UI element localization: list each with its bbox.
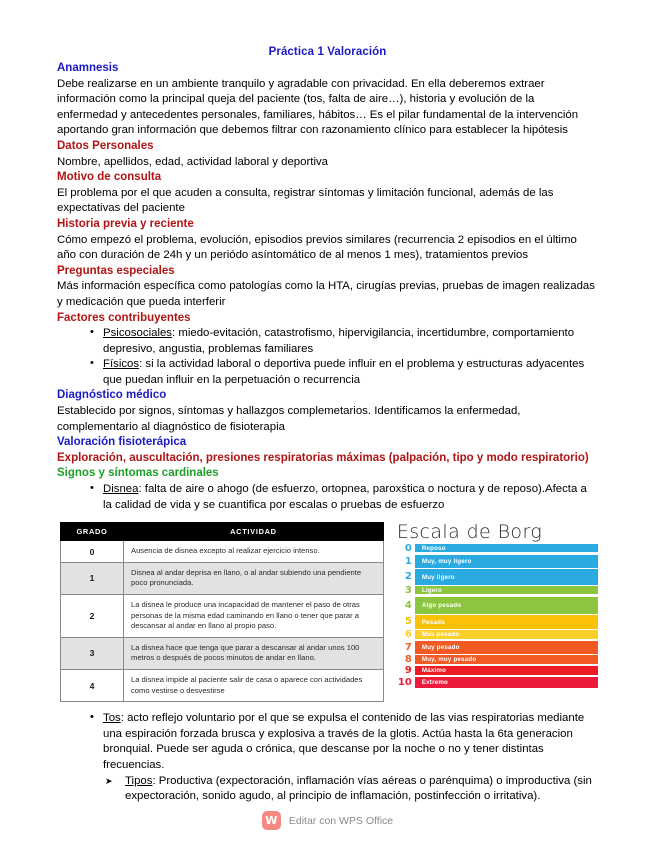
heading-diagnostico-medico: Diagnóstico médico [57,389,167,402]
borg-scale-number: 6 [404,629,412,641]
paragraph-anamnesis: Debe realizarse en un ambiente tranquilo y agradable con privacidad. En ella deberemos extraer información como la principal queja del paciente (tos, falta de aire…), historia y evolución de la enfermedad y antecedentes personales, familiares, hábitos… Es el pilar fundamental de la intervención aportando gran información que debemos filtrar con razonamiento clínico para establecer la hipótesis [57,77,579,137]
sub-list-item-tipos [103,774,598,805]
mrc-dyspnea-table [60,522,384,702]
table-row [61,541,384,563]
borg-scale-bar: Pesado [415,615,598,629]
heading-anamnesis: Anamnesis [57,62,119,74]
borg-scale-number: 5 [404,616,412,628]
borg-scale-number: 8 [404,654,412,666]
borg-scale-bar: Ligero [415,586,598,594]
paragraph-diagnostico-medico: Establecido por signos, síntomas y hallazgos complemetarios. Identificamos la enfermedad, complementario al diagnóstico de fisioterapia [57,405,521,433]
borg-scale-bar: Más pesado [415,630,598,639]
cell-grado: 1 [61,562,124,594]
borg-scale-row [397,630,598,640]
borg-scale-number: 2 [404,571,412,583]
list-item-term: Físicos [103,358,140,371]
list-item-text: : miedo-evitación, catastrofismo, hipervigilancia, incertidumbre, comportamiento depresivo, angustia, problemas familiares [103,327,575,355]
heading-exploracion: Exploración, auscultación, presiones respiratorias máximas (palpación, tipo y modo respiratorio) [57,451,589,464]
heading-historia-previa: Historia previa y reciente [57,217,194,230]
heading-preguntas-especiales: Preguntas especiales [57,264,175,277]
sub-list-item-text: : Productiva (expectoración, inflamación vías aéreas o parénquima) o improductiva (sin expectoración, sonido agudo, al principio de inflamación, postinfección o irritativa). [125,774,592,803]
borg-scale-title: Escala de Borg [396,521,543,544]
heading-valoracion-fisioterapica: Valoración fisioterápica [57,436,187,449]
list-item-term: Psicosociales [103,327,173,340]
list-signos-cardinales [57,482,598,513]
table-row [61,562,384,594]
borg-scale-number: 7 [404,641,412,653]
table-header-row [61,523,384,541]
borg-scale-row [397,569,598,585]
paragraph-datos-personales: Nombre, apellidos, edad, actividad laboral y deportiva [57,155,329,168]
list-factores-contribuyentes [57,326,598,388]
paragraph-preguntas-especiales: Más información específica como patologías como la HTA, cirugías previas, pruebas de imagen realizadas y medicación que pueda interferir [57,280,595,308]
borg-scale-bar: Muy, muy pesado [415,655,598,664]
page-title: Práctica 1 Valoración [268,46,387,58]
list-item-text: : falta de aire o ahogo (de esfuerzo, ortopnea, paroxśtica o noctura y de reposo).Afecta a la calidad de vida y se cuantifica por escalas o pruebas de esfuerzo [103,483,587,511]
borg-scale-number: 4 [404,599,412,611]
list-item [103,326,598,357]
list-item [103,711,598,805]
cell-actividad: La disnea impide al paciente salir de casa o aparece con actividades como vestirse o desvestirse [124,669,384,701]
borg-scale-row [397,655,598,665]
borg-scale-row [397,544,598,554]
list-tos [57,711,598,805]
list-item-term: Tos [103,712,121,725]
borg-scale-number: 9 [404,665,412,677]
paragraph-motivo-consulta: El problema por el que acuden a consulta, registrar síntomas y limitación funcional, además de las expectativas del paciente [57,186,554,215]
borg-scale-rows [397,544,598,689]
borg-scale-number: 10 [397,676,412,688]
heading-datos-personales: Datos Personales [57,139,154,152]
cell-actividad: Disnea al andar deprisa en llano, o al andar subiendo una pendiente poco pronunciada. [124,562,384,594]
list-item-text: : acto reflejo voluntario por el que se expulsa el contenido de las vias respiratorias mediante una espiración forzada brusca y explosiva a través de la glotis. Actúa hasta la 6ta generacion bronquial. Puede ser aguda o crónica, que descanse por la noche o no y tener distintas frecuencias. [103,712,585,771]
borg-scale-figure [397,522,598,689]
heading-motivo-consulta: Motivo de consulta [57,171,162,184]
cell-actividad: Ausencia de disnea excepto al realizar ejercicio intenso. [124,541,384,563]
borg-scale-row [397,615,598,629]
cell-grado: 4 [61,669,124,701]
wps-edit-label[interactable]: Editar con WPS Office [288,814,394,827]
borg-scale-bar: Extremo [415,677,598,688]
borg-scale-bar: Muy, muy ligero [415,555,598,568]
cell-actividad: La disnea le produce una incapacidad de mantener el paso de otras personas de la misma edad caminando en llano o tener que parar a descansar al andar en llano al propio paso. [124,595,384,638]
borg-scale-bar: Muy ligero [415,569,598,585]
cell-grado: 0 [61,541,124,563]
borg-scale-bar: Muy pesado [415,641,598,654]
heading-factores-contribuyentes: Factores contribuyentes [57,311,191,324]
cell-grado: 3 [61,637,124,669]
borg-scale-row [397,597,598,614]
borg-scale-row [397,677,598,688]
table-row [61,595,384,638]
borg-scale-number: 0 [404,543,412,555]
list-item-term: Disnea [103,483,139,496]
table-row [61,669,384,701]
table-header-grado: GRADO [61,523,124,541]
borg-scale-row [397,641,598,654]
borg-scale-row [397,666,598,676]
borg-scale-bar: Algo pesado [415,597,598,614]
borg-scale-bar: Reposo [415,544,598,552]
list-item-text: : si la actividad laboral o deportiva puede influir en el problema y estructuras adyacentes que puedan influir en la perpetuación o recurrencia [103,358,585,386]
wps-office-footer[interactable] [0,811,655,830]
borg-scale-bar: Máximo [415,666,598,675]
wps-logo-icon: W [262,811,281,830]
cell-grado: 2 [61,595,124,638]
borg-scale-row [397,586,598,596]
sub-list-item-term: Tipos [125,774,153,787]
paragraph-historia-previa: Cómo empezó el problema, evolución, episodios previos similares (recurrencia 2 episodios en el último año con duración de 24h y un periódo asíntomático de al menos 1 mes), tratamientos previos [57,233,577,262]
table-header-actividad: ACTIVIDAD [124,523,384,541]
figure-disnea-scales [60,522,598,702]
cell-actividad: La disnea hace que tenga que parar a descansar al andar unos 100 metros o después de pocos minutos de andar en llano. [124,637,384,669]
borg-scale-number: 1 [404,555,412,567]
heading-signos-sintomas: Signos y síntomas cardinales [57,467,219,480]
borg-scale-number: 3 [404,585,412,597]
borg-scale-row [397,555,598,568]
list-item [103,482,598,513]
table-row [61,637,384,669]
list-item [103,357,598,388]
